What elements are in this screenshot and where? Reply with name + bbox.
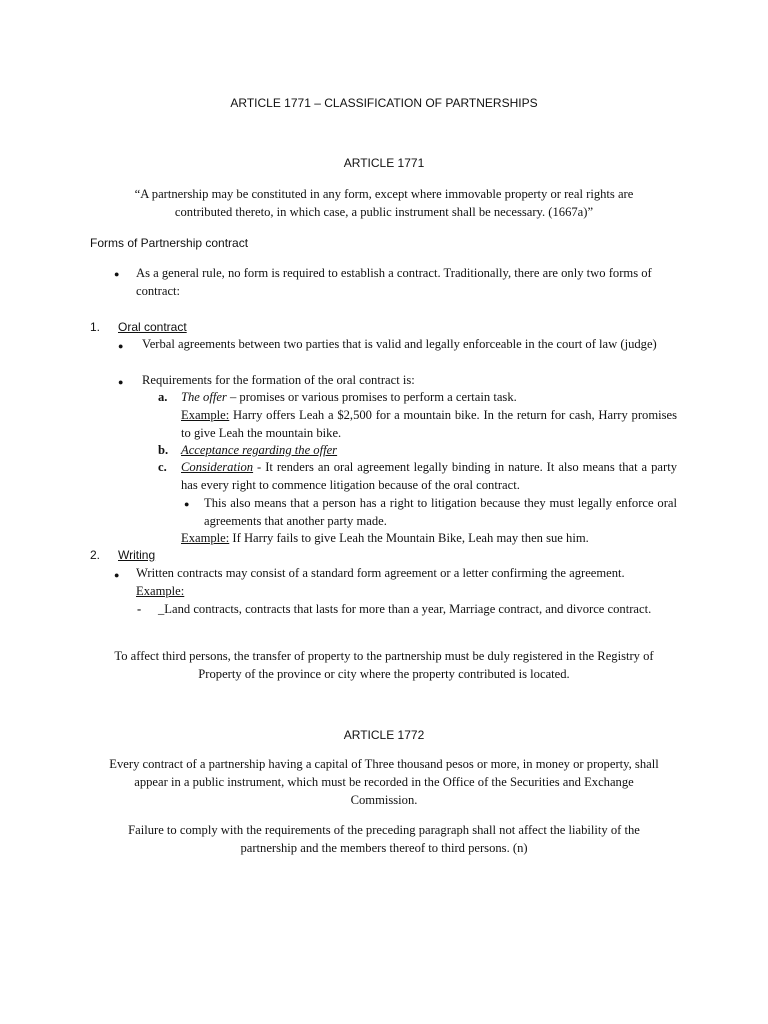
writing-heading: Writing [118,548,156,562]
item-b-label: b. [158,443,169,457]
article-1772-p2-line-1: Failure to comply with the requirements of the preceding paragraph shall not affect the liability of the [128,823,640,837]
bullet-icon: ● [184,499,190,509]
bullet-icon: ● [114,269,120,279]
item-a-text [181,388,677,406]
writing-dash-text: _Land contracts, contracts that lasts for more than a year, Marriage contract, and divorce contract. [158,602,652,616]
item-a-description: – promises or various promises to perform a certain task. [226,390,517,404]
article-1771-quote-line-2: contributed thereto, in which case, a public instrument shall be necessary. (1667a)” [174,205,594,219]
bullet-icon: ● [118,377,124,387]
article-1771-quote-line-1: “A partnership may be constituted in any form, except where immovable property or real rights are [134,187,634,201]
item-c-example-text: If Harry fails to give Leah the Mountain Bike, Leah may then sue him. [229,531,589,545]
article-1771-heading: ARTICLE 1771 [343,156,425,170]
article-1772-p2-line-2: partnership and the members thereof to third persons. (n) [240,841,528,855]
forms-heading: Forms of Partnership contract [90,236,249,250]
third-persons-line-2: Property of the province or city where the property contributed is located. [198,667,570,681]
bullet-icon: ● [118,341,124,351]
bullet-icon: ● [114,570,120,580]
item-c-label: c. [158,460,167,474]
third-persons-line-1: To affect third persons, the transfer of property to the partnership must be duly registered in the Registry of [114,649,654,663]
writing-number: 2. [90,548,101,562]
writing-bullet-1-text: Written contracts may consist of a standard form agreement or a letter confirming the agreement. [136,566,625,580]
oral-contract-number: 1. [90,320,101,334]
item-c-sub-bullet-text: This also means that a person has a right to litigation because they must legally enforce oral agreements that another party made. [204,496,677,528]
article-1772-p1-line-3: Commission. [350,793,418,807]
item-c-description: - It renders an oral agreement legally binding in nature. It also means that a party has every right to commence litigation because of the oral contract. [181,460,677,492]
item-a-example-text: Harry offers Leah a $2,500 for a mountain bike. In the return for cash, Harry promises to give Leah the mountain bike. [181,408,677,440]
item-a-term: The offer [181,390,227,404]
item-a-label: a. [158,390,168,404]
oral-bullet-2-text: Requirements for the formation of the oral contract is: [142,373,415,387]
item-b-term: Acceptance regarding the offer [181,443,338,457]
item-c-example-label: Example: [181,531,230,545]
document-title: ARTICLE 1771 – CLASSIFICATION OF PARTNERSHIPS [230,96,538,110]
article-1772-p1-line-1: Every contract of a partnership having a capital of Three thousand pesos or more, in money or property, shall [109,757,659,771]
article-1772-p1-line-2: appear in a public instrument, which must be recorded in the Office of the Securities and Exchange [134,775,634,789]
item-c-example [181,529,677,547]
writing-dash: - [137,602,142,616]
item-c-term: Consideration [181,460,254,474]
item-a-example [181,406,677,442]
writing-example-label: Example: [136,584,185,598]
general-rule-text: As a general rule, no form is required to establish a contract. Traditionally, there are only two forms of contract: [136,266,652,298]
item-a-example-label: Example: [181,408,230,422]
oral-bullet-1-text: Verbal agreements between two parties that is valid and legally enforceable in the court of law (judge) [142,337,657,351]
item-c-text [181,458,677,494]
article-1772-heading: ARTICLE 1772 [343,728,425,742]
oral-contract-heading: Oral contract [118,320,187,334]
